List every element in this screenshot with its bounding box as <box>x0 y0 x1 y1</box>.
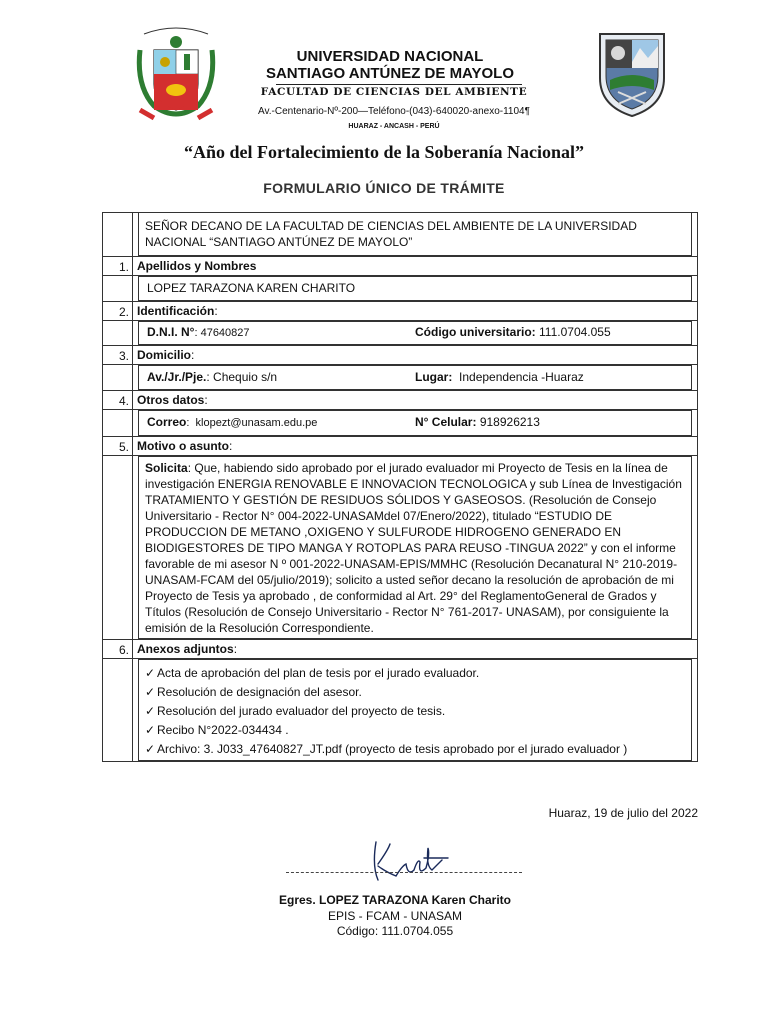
list-item: ✓ Acta de aprobación del plan de tesis por el jurado evaluador. <box>141 664 689 683</box>
signature-line <box>286 872 522 873</box>
list-item: ✓ Resolución de designación del asesor. <box>141 683 689 702</box>
university-name-line1: UNIVERSIDAD NACIONAL <box>296 48 484 65</box>
street-field: Av./Jr./Pje.: Chequio s/n <box>147 370 278 384</box>
university-address: Av.-Centenario-Nº-200—Teléfono-(043)-640020-anexo-1104¶ <box>258 106 530 117</box>
procedure-form-table <box>102 212 698 762</box>
request-paragraph: Solicita: Que, habiendo sido aprobado por el jurado evaluador mi Proyecto de Tesis en la línea de investigación ENERGIA RENOVABLE E INNOVACION TECNOLOGICA y sub Línea de Investigación TRATAMIENTO Y GESTIÓN DE RESIDUOS SÓLIDOS Y GASEOSOS. (Resolución de Consejo Universitario - Rector N° 004-2022-UNASAMdel 07/Enero/2022), titulado “ESTUDIO DE PRODUCCION DE METANO ,OXIGENO Y SULFURODE HIDROGENO GENERADO EN BIODIGESTORES DE TIPO MANGA Y ROTOPLAS PARA REUSO -TINGUA 2022” y con el informe favorable de mi asesor N º 001-2022-UNASAM-EPIS/MMHC (Resolución Decanatural N° 210-2019-UNASAM-FCAM del 05/julio/2019); solicito a usted señor decano la resolución de aprobación de mi Proyecto de Tesis ya aprobado , de conformidad al Art. 29° del ReglamentoGeneral de Grados y Títulos (Resolución de Consejo Universitario - Rector N° 761-2017- UNASAM), por consiguiente la emisión de la Resolución Correspondiente. <box>138 456 692 639</box>
faculty-name: FACULTAD DE CIENCIAS DEL AMBIENTE <box>260 86 528 98</box>
section-2-header: 2. Identificación: <box>103 302 698 321</box>
list-item: ✓ Archivo: 3. J033_47640827_JT.pdf (proyecto de tesis aprobado por el jurado evaluador ) <box>141 740 689 759</box>
section-4-label: Otros datos <box>137 393 205 407</box>
section-1-header: 1. Apellidos y Nombres <box>103 257 698 276</box>
section-6-label: Anexos adjuntos <box>137 642 234 656</box>
section-5-header: 5. Motivo o asunto: <box>103 437 698 456</box>
list-item: ✓ Recibo N°2022-034434 . <box>141 721 689 740</box>
section-6-body <box>103 659 698 762</box>
section-5-label: Motivo o asunto <box>137 439 229 453</box>
handwritten-signature <box>368 836 454 886</box>
section-3-label: Domicilio <box>137 348 192 362</box>
list-item: ✓ Resolución del jurado evaluador del proyecto de tesis. <box>141 702 689 721</box>
section-2-label: Identificación <box>137 304 215 318</box>
signer-name: Egres. LOPEZ TARAZONA Karen Charito <box>278 893 512 907</box>
section-3-body <box>103 365 698 391</box>
dni-field: D.N.I. N°: 47640827 <box>147 325 250 339</box>
check-mark-icon: ✓ <box>145 666 156 680</box>
phone-field: N° Celular: 918926213 <box>415 415 540 429</box>
email-field: Correo: klopezt@unasam.edu.pe <box>147 415 318 429</box>
section-6-header: 6. Anexos adjuntos: <box>103 640 698 659</box>
check-mark-icon: ✓ <box>145 685 156 699</box>
student-code-field: Código universitario: 111.0704.055 <box>415 325 611 339</box>
check-mark-icon: ✓ <box>145 723 156 737</box>
signer-code: Código: 111.0704.055 <box>336 924 454 938</box>
addressee-text: SEÑOR DECANO DE LA FACULTAD DE CIENCIAS DEL AMBIENTE DE LA UNIVERSIDAD NACIONAL “SANTIAGO ANTÚNEZ DE MAYOLO” <box>138 213 692 256</box>
section-4-body <box>103 410 698 437</box>
addressee-row <box>103 213 698 257</box>
form-title: FORMULARIO ÚNICO DE TRÁMITE <box>263 180 505 196</box>
check-mark-icon: ✓ <box>145 704 156 718</box>
peru-coat-of-arms-icon <box>134 26 218 122</box>
place-field: Lugar: Independencia -Huaraz <box>415 370 584 384</box>
signer-affiliation: EPIS - FCAM - UNASAM <box>327 909 462 923</box>
attachments-list <box>138 659 692 761</box>
section-5-body <box>103 456 698 640</box>
section-1-label: Apellidos y Nombres <box>133 257 698 276</box>
unasam-shield-icon <box>596 30 668 118</box>
section-3-header: 3. Domicilio: <box>103 346 698 365</box>
check-mark-icon: ✓ <box>145 742 156 756</box>
year-motto: “Año del Fortalecimiento de la Soberanía Nacional” <box>184 142 584 162</box>
section-1-body <box>103 276 698 302</box>
university-name-line2: SANTIAGO ANTÚNEZ DE MAYOLO <box>265 65 515 82</box>
section-2-body <box>103 321 698 346</box>
full-name-value: LOPEZ TARAZONA KAREN CHARITO <box>138 276 692 301</box>
university-city: HUARAZ - ANCASH - PERÚ <box>348 123 440 130</box>
section-4-header: 4. Otros datos: <box>103 391 698 410</box>
header-rule <box>276 84 522 85</box>
place-and-date: Huaraz, 19 de julio del 2022 <box>548 806 698 820</box>
